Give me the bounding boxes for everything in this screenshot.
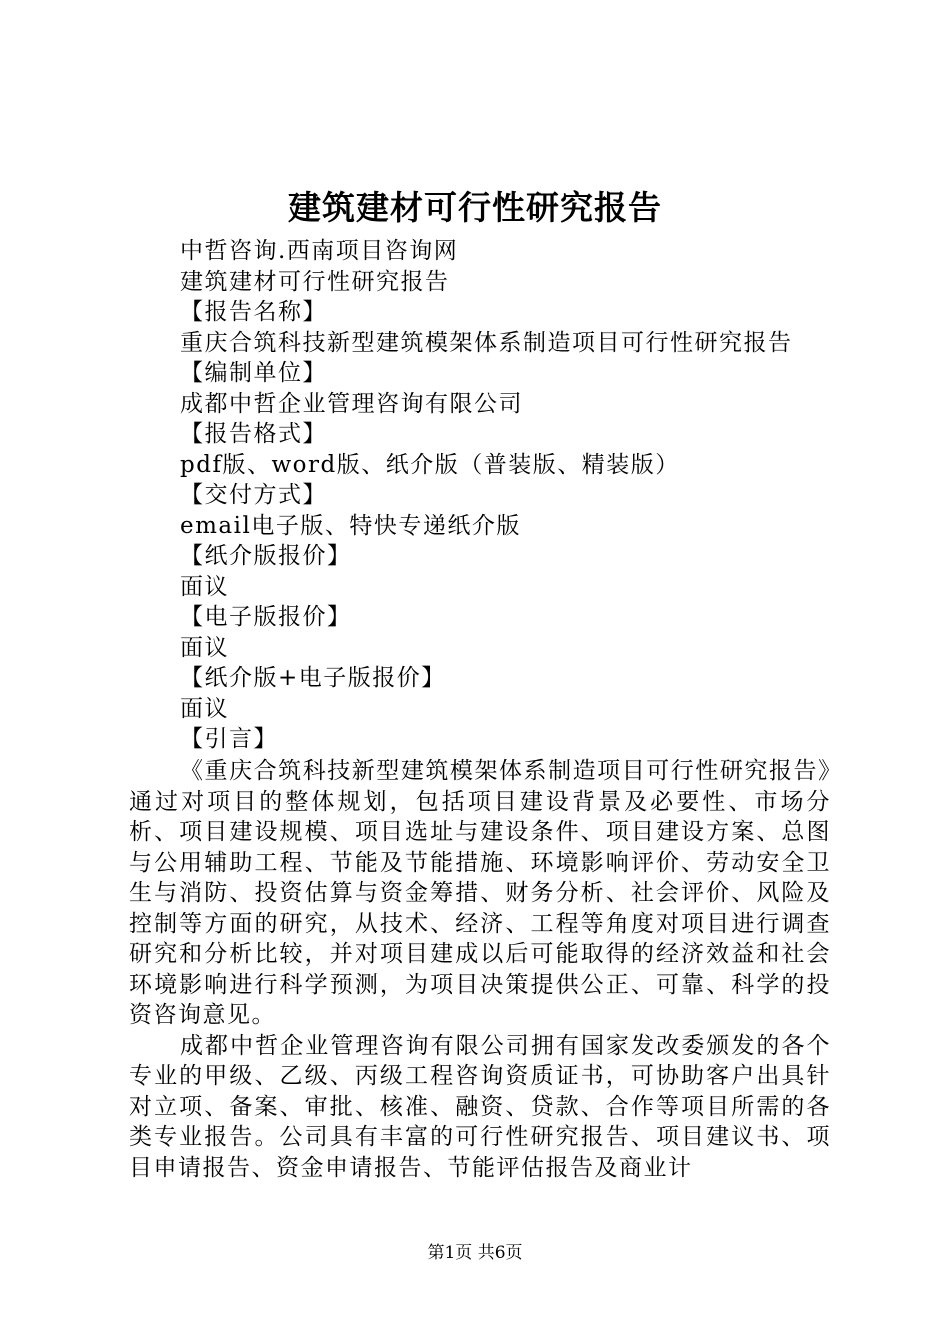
section-heading: 【电子版报价】: [180, 604, 352, 630]
section-heading: 【交付方式】: [180, 482, 327, 508]
info-line: email电子版、特快专递纸介版: [180, 512, 521, 539]
paragraph: 成都中哲企业管理咨询有限公司拥有国家发改委颁发的各个专业的甲级、乙级、丙级工程咨询资质证书，可协助客户出具针对立项、备案、审批、核准、融资、贷款、合作等项目所需的各类专业报告。公司具有丰富的可行性研究报告、项目建议书、项目申请报告、资金申请报告、节能评估报告及商业计: [129, 1032, 831, 1181]
info-line: 中哲咨询.西南项目咨询网: [180, 238, 459, 264]
body-text: [129, 756, 831, 1183]
info-line: 成都中哲企业管理咨询有限公司: [180, 390, 523, 417]
section-heading: 【纸介版+电子版报价】: [180, 665, 446, 691]
section-heading: 【编制单位】: [180, 360, 327, 386]
document-title: 建筑建材可行性研究报告: [288, 188, 662, 227]
page-footer: 第1页 共6页: [427, 1243, 523, 1263]
paragraph: 《重庆合筑科技新型建筑模架体系制造项目可行性研究报告》通过对项目的整体规划，包括项目建设背景及必要性、市场分析、项目建设规模、项目选址与建设条件、项目建设方案、总图与公用辅助工程、节能及节能措施、环境影响评价、劳动安全卫生与消防、投资估算与资金筹措、财务分析、社会评价、风险及控制等方面的研究，从技术、经济、工程等角度对项目进行调查研究和分析比较，并对项目建成以后可能取得的经济效益和社会环境影响进行科学预测，为项目决策提供公正、可靠、科学的投资咨询意见。: [129, 758, 831, 1028]
info-line: 重庆合筑科技新型建筑模架体系制造项目可行性研究报告: [180, 329, 793, 356]
info-line: 面议: [180, 695, 229, 722]
info-line: pdf版、word版、纸介版（普装版、精装版）: [180, 451, 680, 478]
info-lines: [180, 236, 860, 755]
section-heading: 【报告格式】: [180, 421, 327, 447]
info-line: 面议: [180, 634, 229, 661]
section-heading: 【引言】: [180, 726, 278, 752]
info-line: 建筑建材可行性研究报告: [180, 268, 450, 295]
section-heading: 【报告名称】: [180, 299, 327, 325]
section-heading: 【纸介版报价】: [180, 543, 352, 569]
info-line: 面议: [180, 573, 229, 600]
